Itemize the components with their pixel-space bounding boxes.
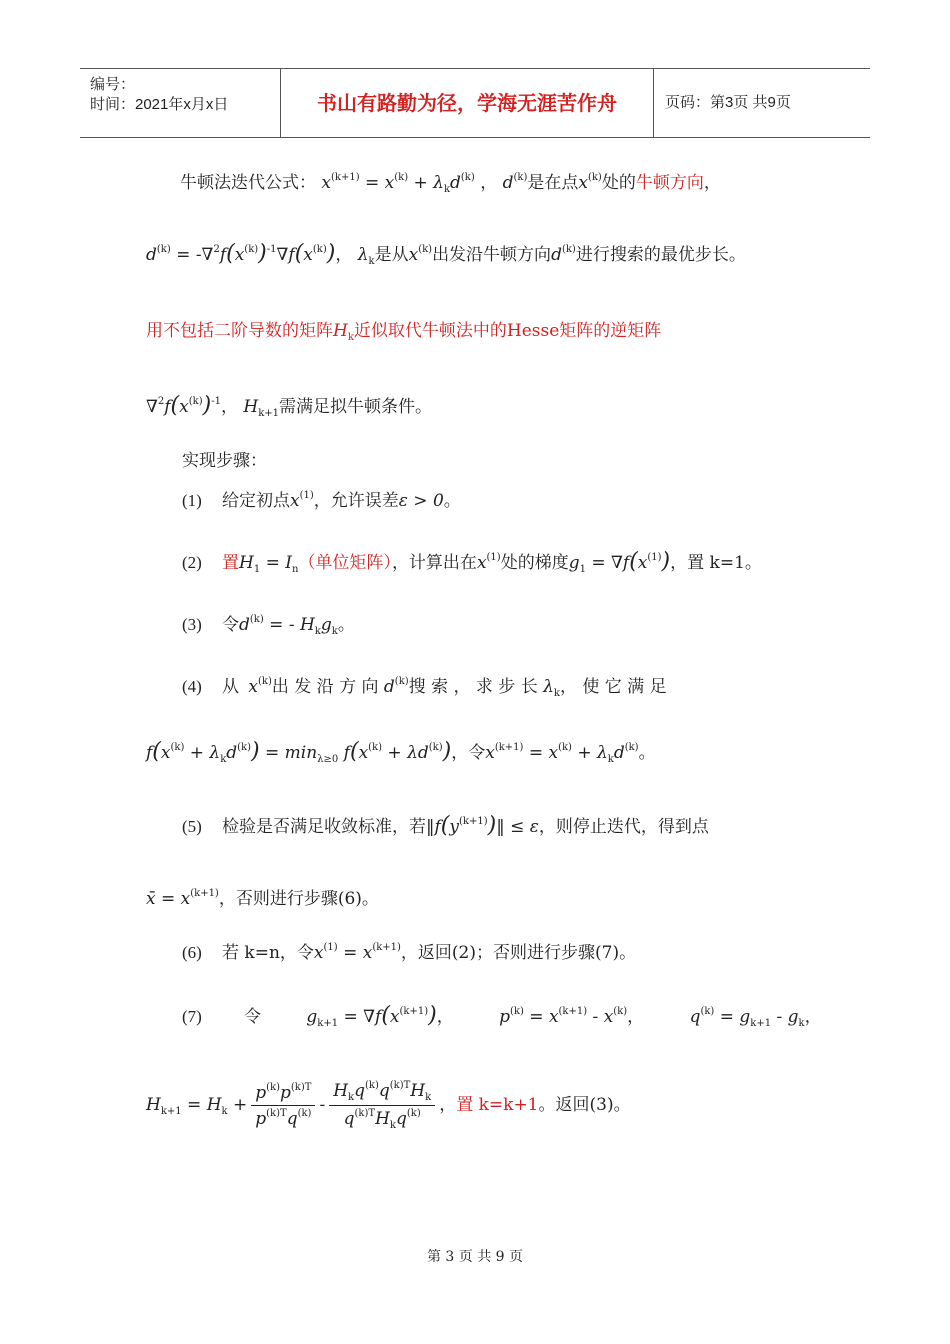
step-4-formula: $f(x^{(k)} + \lambda_kd^{(k)}) = \min_{\lambda\ge 0} f(x^{(k)} + \lambda d^{(k)})$，令$x^{(k+1)} = x^{(k)} + \lambda_kd^{(k)}$。 [146, 739, 656, 765]
page-label: 页码：第3页 共9页 [665, 94, 791, 111]
formula-newton-direction: $d^{(k)} = -\nabla^2f(x^{(k)})^{-1}\nabla f(x^{(k)})$ [146, 241, 336, 266]
time-label: 时间：2021年x月x日 [90, 96, 229, 113]
step-5-result: x̄ = $x^{(k+1)}$，否则进行步骤(6)。 [146, 888, 379, 909]
code-label: 编号： [90, 76, 136, 93]
quasi-newton-intro: 用不包括二阶导数的矩阵$H_k$近似取代牛顿法中的Hesse矩阵的逆矩阵 [146, 321, 662, 343]
page-footer: 第 3 页 共 9 页 [426, 1249, 524, 1265]
step-5: (5) 检验是否满足收敛标准，若$‖f(y^{(k+1)})‖ \le \varepsilon$，则停止迭代，得到点 [182, 813, 709, 838]
newton-formula-line: 牛顿法迭代公式： $x^{(k+1)} = x^{(k)} + \lambda_kd^{(k)}$ ， $d^{(k)}$是在点$x^{(k)}$处的牛顿方向， [180, 172, 721, 195]
steps-title: 实现步骤： [182, 451, 267, 471]
step-3: (3) 令$d^{(k)}$ = - $H_kg_k$。 [182, 614, 355, 637]
step-7: (7) 令 $g_{k+1} = \nabla f(x^{(k+1)})$， $p^{(k)} = x^{(k+1)} - x^{(k)}$， $q^{(k)} = g_{k+1} - g_k$， [182, 1003, 822, 1029]
step-6: (6) 若 k=n，令$x^{(1)} = x^{(k+1)}$，返回(2)；否则进行步骤(7)。 [182, 942, 637, 963]
step-1: (1) 给定初点$x^{(1)}$，允许误差ε > 0。 [182, 490, 461, 511]
header-meta [80, 69, 281, 137]
step-4: (4) 从 $x^{(k)}$出 发 沿 方 向 $d^{(k)}$搜 索 ， 求 步 长 $\lambda_k$， 使 它 满 足 [182, 676, 667, 699]
bfgs-update-formula: $H_{k+1} = H_k$ + $\frac{p^{(k)}p^{(k)T}}{p^{(k)T}q^{(k)}}$ - $\frac{H_kq^{(k)}q^{(k)T}H_k}{q^{(k)T}H_kq^{(k)}}$ ，置 k=k+1。返回(3)。 [146, 1080, 631, 1131]
newton-direction-term: 牛顿方向 [635, 173, 704, 193]
formula-newton-iteration: $x^{(k+1)} = x^{(k)} + \lambda_kd^{(k)}$ [321, 172, 475, 195]
document-header [80, 68, 870, 138]
quasi-newton-condition-line: $\nabla^2f(x^{(k)})^{-1}$， $H_{k+1}$需满足拟牛顿条件。 [146, 393, 432, 419]
motto: 书山有路勤为径，学海无涯苦作舟 [281, 69, 654, 137]
step-2: (2) 置$H_1 = I_n$（单位矩阵），计算出在$x^{(1)}$处的梯度$g_1 = \nabla f(x^{(1)})$，置 k=1。 [182, 549, 762, 575]
newton-direction-line: $d^{(k)} = -\nabla^2f(x^{(k)})^{-1}\nabla f(x^{(k)})$， $\lambda_k$是从$x^{(k)}$出发沿牛顿方向$d^{(k)}$进行搜索的最优步长。 [146, 241, 746, 267]
